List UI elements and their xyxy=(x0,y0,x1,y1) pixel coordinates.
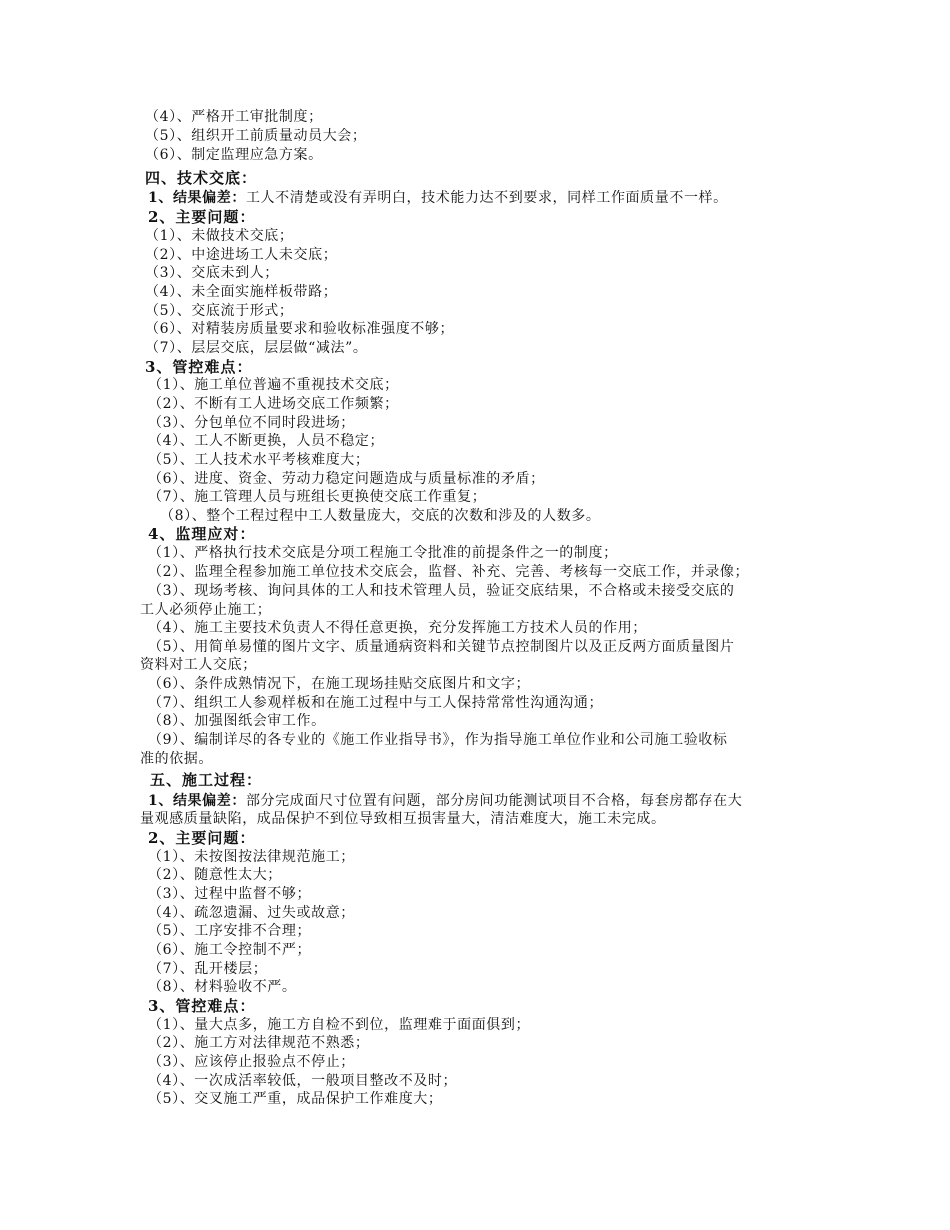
subheading: 4、监理应对： xyxy=(148,525,256,543)
subheading: 1、结果偏差： xyxy=(148,190,246,206)
list-item: （2）、施工方对法律规范不熟悉； xyxy=(148,1035,370,1051)
subheading: 1、结果偏差： xyxy=(148,793,246,809)
list-item: （8）、材料验收不严。 xyxy=(148,979,297,995)
list-item: （1）、施工单位普遍不重视技术交底； xyxy=(148,377,399,393)
list-item: （5）、组织开工前质量动员大会； xyxy=(145,128,367,144)
list-item: （6）、条件成熟情况下，在施工现场挂贴交底图片和文字； xyxy=(148,676,531,692)
list-item: （3）、现场考核、询问具体的工人和技术管理人员，验证交底结果，不合格或未接受交底的 xyxy=(148,583,735,599)
list-item: （3）、分包单位不同时段进场； xyxy=(148,415,355,431)
list-item: （1）、量大点多，施工方自检不到位，监理难于面面俱到； xyxy=(148,1017,531,1033)
list-item-continuation: 准的依据。 xyxy=(140,751,213,767)
list-item: （5）、用简单易懂的图片文字、质量通病资料和关键节点控制图片以及正反两方面质量图片 xyxy=(148,639,735,655)
list-item: （6）、对精装房质量要求和验收标准强度不够； xyxy=(145,321,455,337)
list-item: （4）、一次成活率较低，一般项目整改不及时； xyxy=(148,1073,458,1089)
paragraph-text: 部分完成面尺寸位置有问题，部分房间功能测试项目不合格，每套房都存在大 xyxy=(245,793,743,809)
list-item: （6）、制定监理应急方案。 xyxy=(145,147,323,163)
list-item: （1）、未做技术交底； xyxy=(145,228,294,244)
list-item: （3）、过程中监督不够； xyxy=(148,886,312,902)
list-item: （2）、随意性太大； xyxy=(148,867,282,883)
list-item: （7）、层层交底，层层做“减法”。 xyxy=(145,340,368,356)
subheading: 3、管控难点： xyxy=(148,997,256,1015)
paragraph xyxy=(148,189,728,208)
list-item-continuation: 资料对工人交底； xyxy=(140,657,257,673)
list-item: （7）、乱开楼层； xyxy=(148,961,268,977)
subheading: 2、主要问题： xyxy=(148,829,256,847)
list-item: （5）、工人技术水平考核难度大； xyxy=(148,452,370,468)
subheading: 3、管控难点： xyxy=(145,358,253,376)
list-item: （2）、中途进场工人未交底； xyxy=(145,247,338,263)
section-heading: 五、施工过程： xyxy=(150,771,263,789)
list-item: （5）、交底流于形式； xyxy=(145,303,294,319)
list-item: （7）、组织工人参观样板和在施工过程中与工人保持常常性沟通沟通； xyxy=(148,695,604,711)
list-item-continuation: 工人必须停止施工； xyxy=(140,602,272,618)
list-item: （8）、整个工程过程中工人数量庞大，交底的次数和涉及的人数多。 xyxy=(160,508,601,524)
list-item: （1）、未按图按法律规范施工； xyxy=(148,849,355,865)
paragraph-continuation: 量观感质量缺陷，成品保护不到位导致相互损害量大，清洁难度大，施工未完成。 xyxy=(140,811,666,827)
list-item: （4）、工人不断更换，人员不稳定； xyxy=(148,433,385,449)
list-item: （3）、交底未到人； xyxy=(145,265,279,281)
list-item: （2）、不断有工人进场交底工作频繁； xyxy=(148,396,399,412)
list-item: （4）、严格开工审批制度； xyxy=(145,109,323,125)
list-item: （6）、进度、资金、劳动力稳定问题造成与质量标准的矛盾； xyxy=(148,471,545,487)
paragraph xyxy=(148,792,742,811)
list-item: （9）、编制详尽的各专业的《施工作业指导书》，作为指导施工单位作业和公司施工验收标 xyxy=(148,732,728,748)
subheading: 2、主要问题： xyxy=(148,208,256,226)
list-item: （4）、施工主要技术负责人不得任意更换，充分发挥施工方技术人员的作用； xyxy=(148,620,647,636)
list-item: （2）、监理全程参加施工单位技术交底会，监督、补充、完善、考核每一交底工作，并录像； xyxy=(148,564,750,580)
paragraph-text: 工人不清楚或没有弄明白，技术能力达不到要求，同样工作面质量不一样。 xyxy=(245,190,728,206)
list-item: （8）、加强图纸会审工作。 xyxy=(148,713,326,729)
list-item: （3）、应该停止报验点不停止； xyxy=(148,1054,355,1070)
list-item: （7）、施工管理人员与班组长更换使交底工作重复； xyxy=(148,489,487,505)
list-item: （5）、工序安排不合理； xyxy=(148,923,312,939)
list-item: （5）、交叉施工严重，成品保护工作难度大； xyxy=(148,1091,443,1107)
list-item: （6）、施工令控制不严； xyxy=(148,942,312,958)
list-item: （1）、严格执行技术交底是分项工程施工令批准的前提条件之一的制度； xyxy=(148,545,618,561)
section-heading: 四、技术交底： xyxy=(145,169,258,187)
list-item: （4）、未全面实施样板带路； xyxy=(145,284,338,300)
list-item: （4）、疏忽遗漏、过失或故意； xyxy=(148,905,355,921)
